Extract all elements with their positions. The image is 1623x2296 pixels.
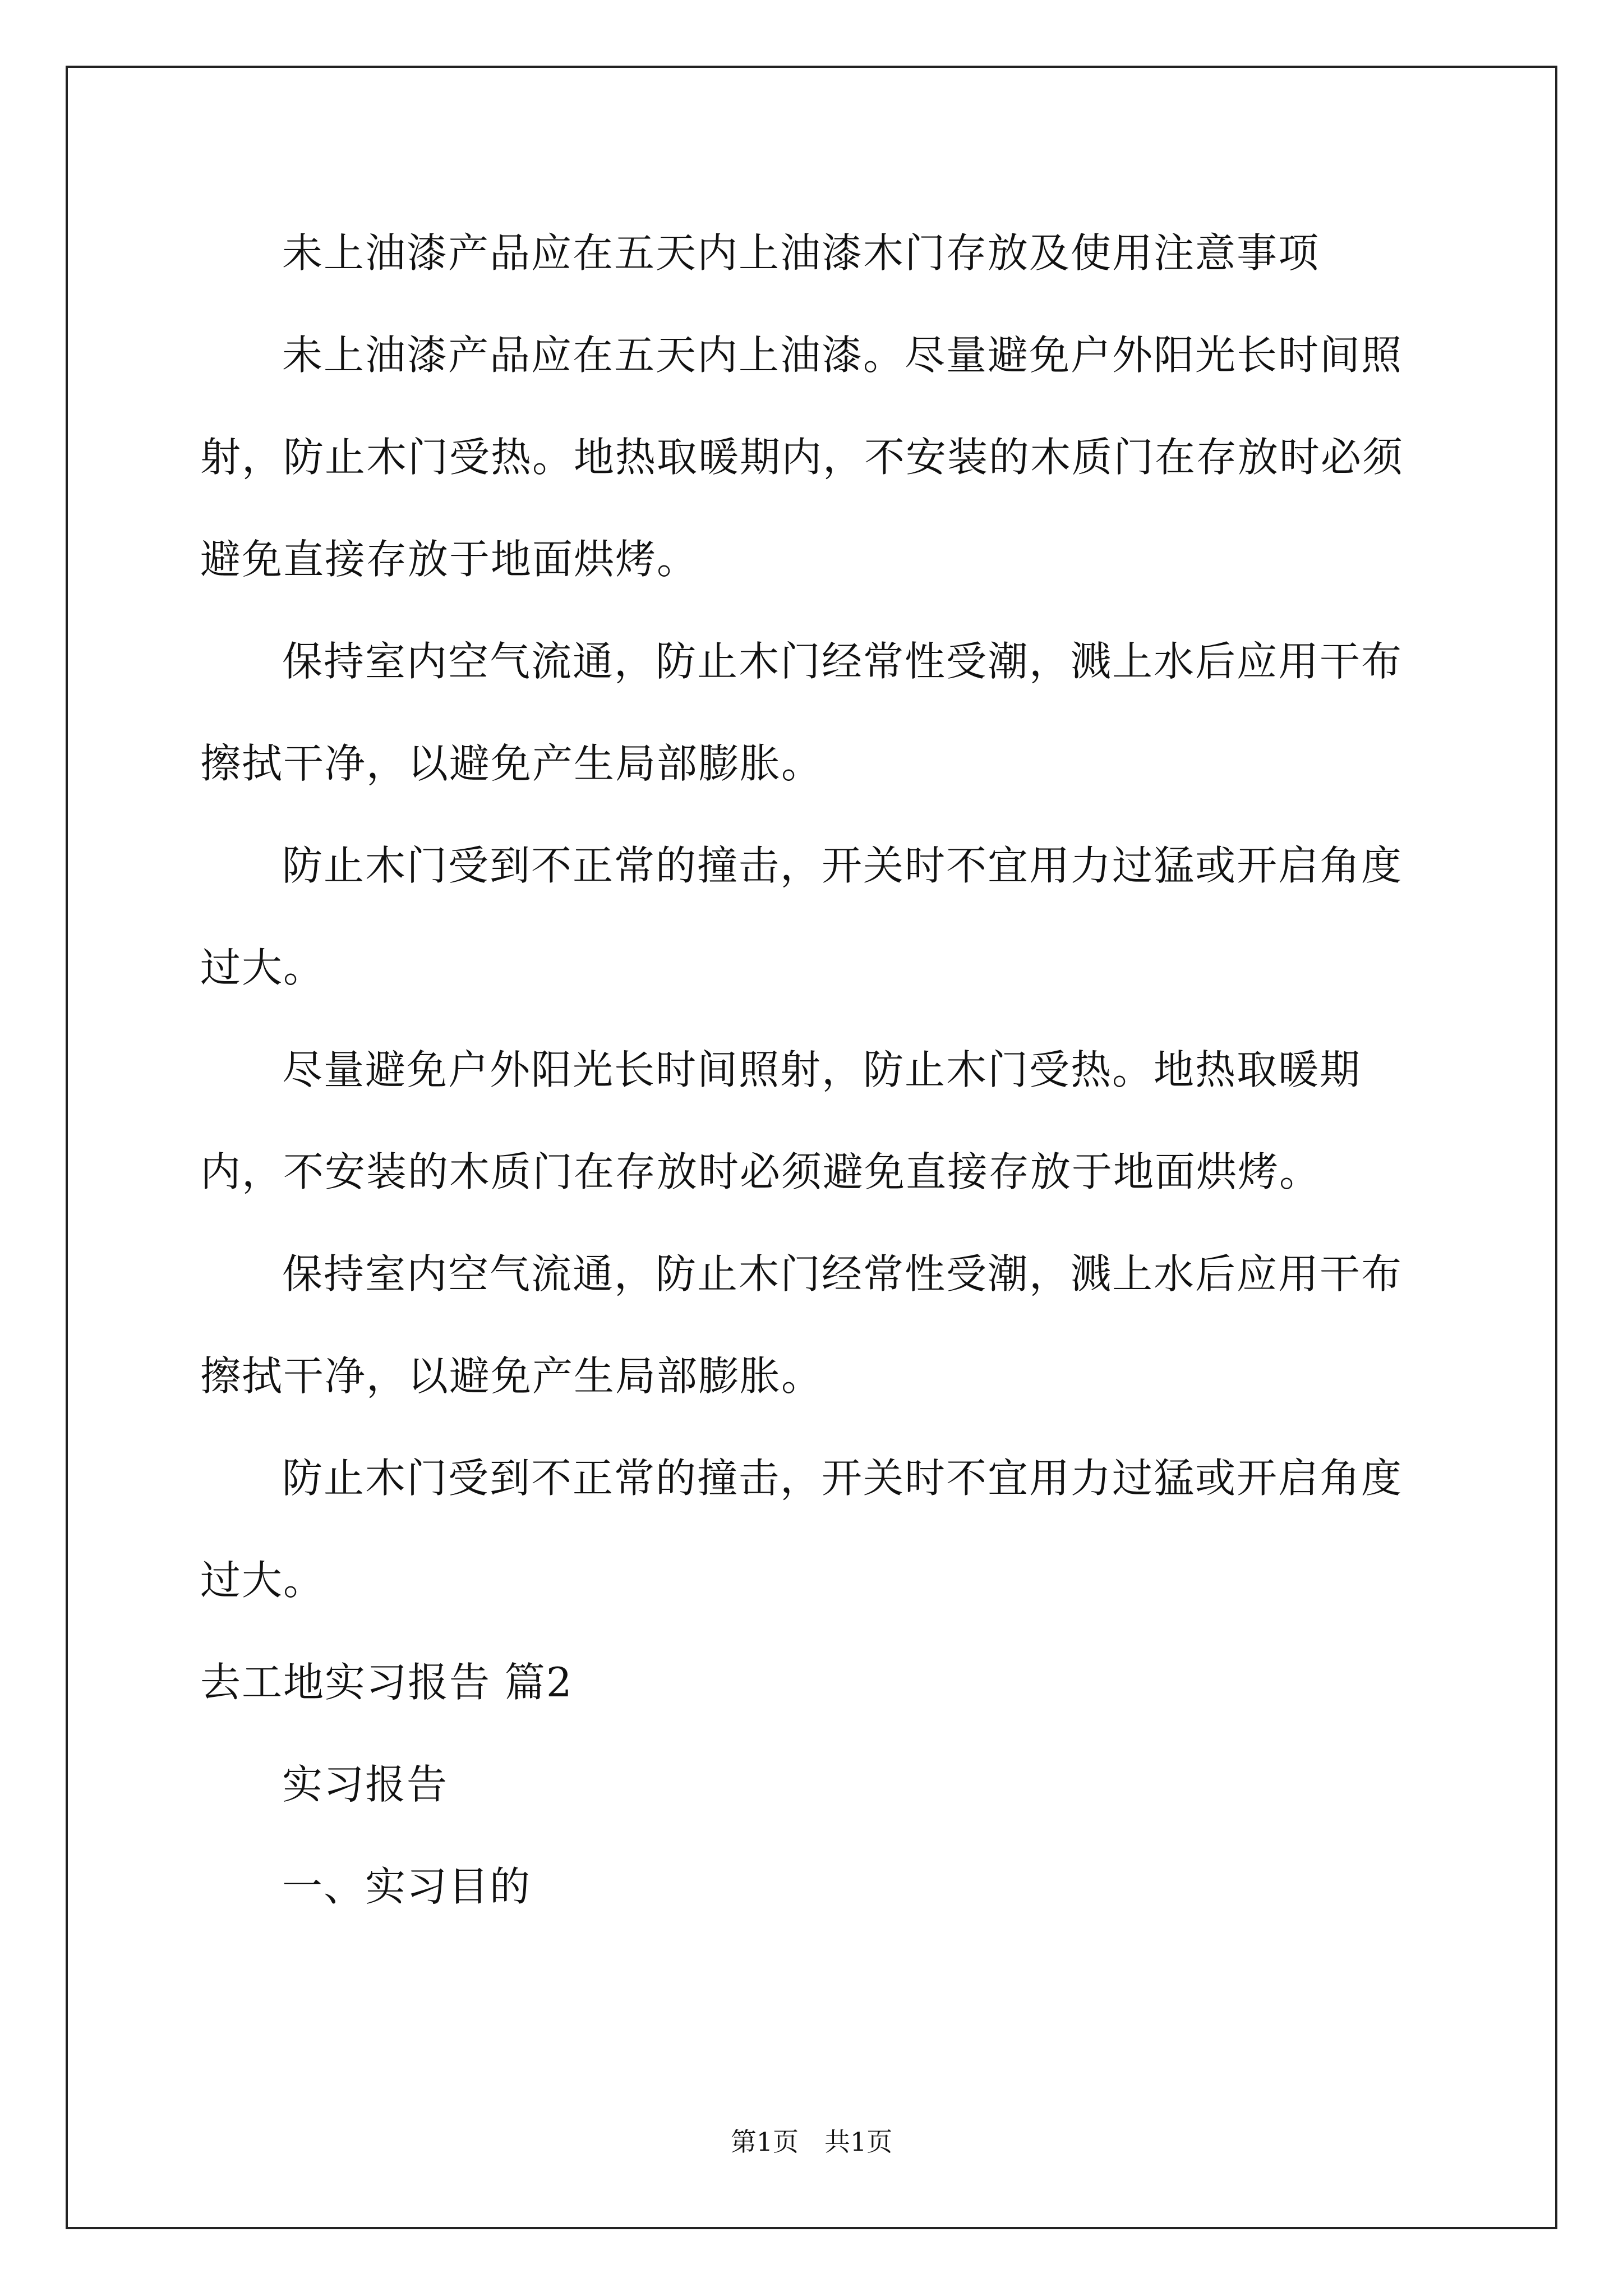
paragraph: 防止木门受到不正常的撞击，开关时不宜用力过猛或开启角度过大。 — [200, 1455, 1403, 1604]
document-body — [200, 202, 1434, 1938]
paragraph: 保持室内空气流通，防止木门经常性受潮，溅上水后应用干布擦拭干净，以避免产生局部膨胀。 — [200, 1250, 1403, 1400]
paragraph: 未上油漆产品应在五天内上油漆木门存放及使用注意事项 — [282, 229, 1320, 277]
paragraph: 未上油漆产品应在五天内上油漆。尽量避免户外阳光长时间照射，防止木门受热。地热取暖期内，不安装的木质门在存放时必须避免直接存放于地面烘烤。 — [200, 332, 1404, 583]
page-footer: 第1页 共1页 — [730, 2127, 893, 2157]
paragraph: 尽量避免户外阳光长时间照射，防止木门受热。地热取暖期内，不安装的木质门在存放时必须避免直接存放于地面烘烤。 — [200, 1046, 1362, 1195]
paragraph: 保持室内空气流通，防止木门经常性受潮，溅上水后应用干布擦拭干净，以避免产生局部膨胀。 — [200, 638, 1403, 787]
subsection-heading: 实习报告 — [282, 1761, 449, 1808]
paragraph: 防止木门受到不正常的撞击，开关时不宜用力过猛或开启角度过大。 — [200, 842, 1403, 991]
section-heading: 去工地实习报告 篇2 — [200, 1659, 573, 1706]
subsection-heading: 一、实习目的 — [282, 1863, 532, 1910]
